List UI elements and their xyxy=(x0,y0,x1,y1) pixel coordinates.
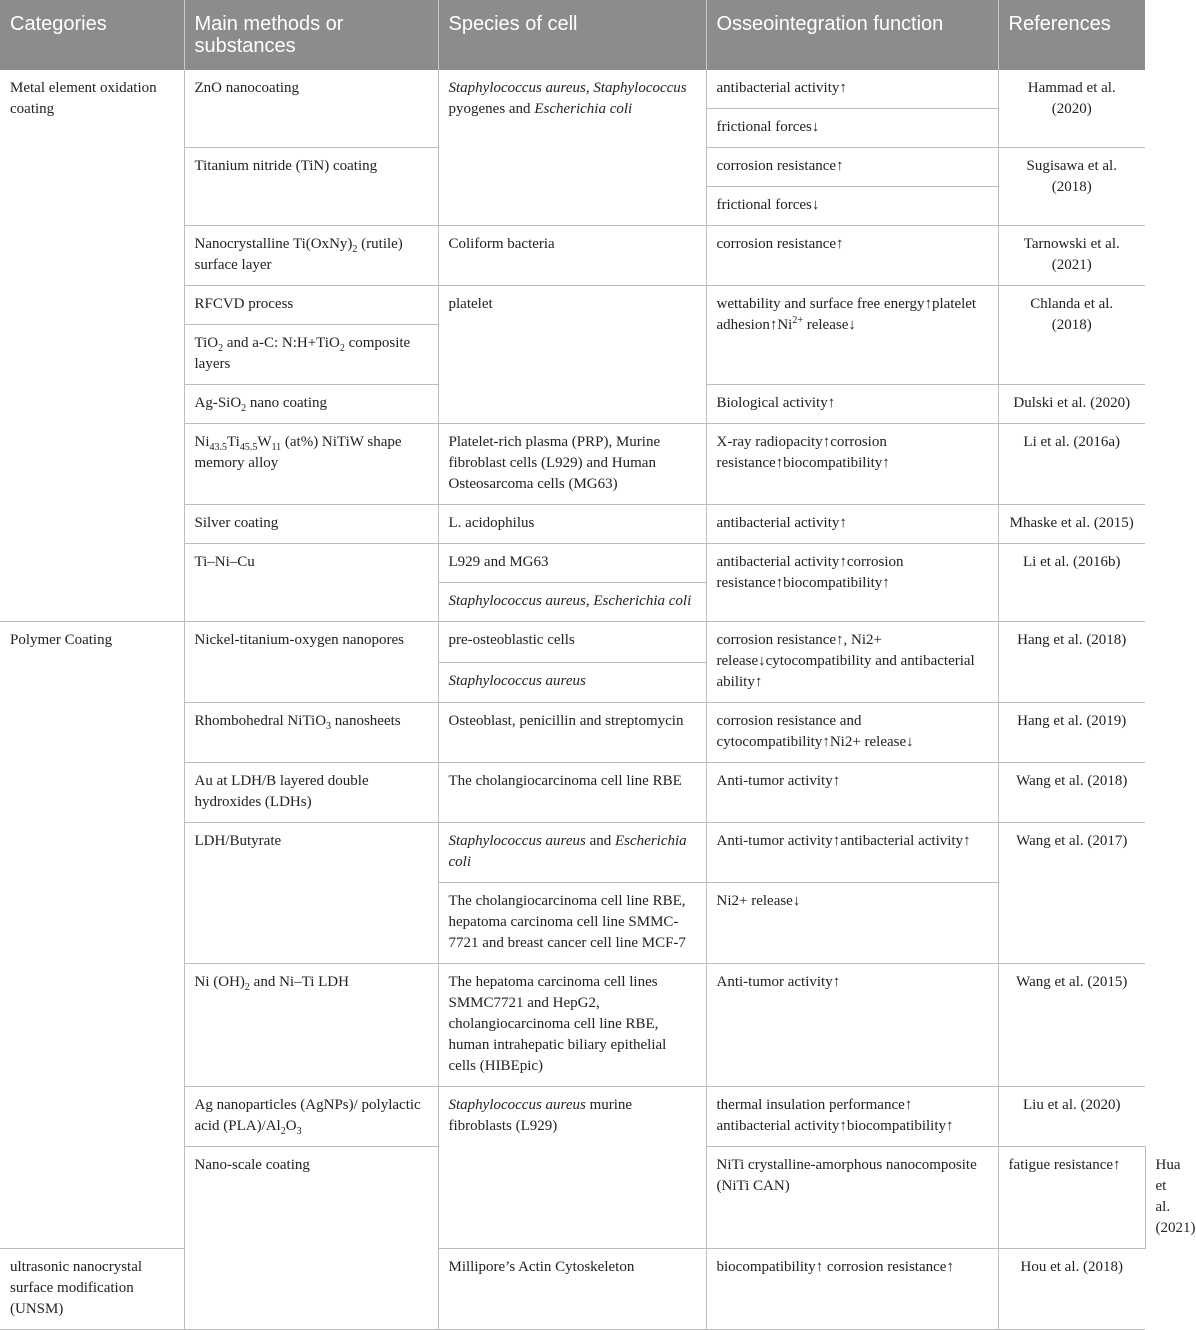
species-cell: Platelet-rich plasma (PRP), Murine fibroblast cells (L929) and Human Osteosarcoma cells (MG63) xyxy=(438,424,706,505)
reference-cell: Wang et al. (2017) xyxy=(998,823,1145,964)
method-cell: Silver coating xyxy=(184,505,438,544)
function-cell: antibacterial activity↑corrosion resistance↑biocompatibility↑ xyxy=(706,544,998,622)
reference-cell: Li et al. (2016b) xyxy=(998,544,1145,622)
reference-cell: Liu et al. (2020) xyxy=(998,1087,1145,1147)
species-cell: Staphylococcus aureus, Escherichia coli xyxy=(438,583,706,622)
category-cell: Nano-scale coating xyxy=(184,1147,438,1330)
header-references: References xyxy=(998,0,1145,70)
reference-cell: Li et al. (2016a) xyxy=(998,424,1145,505)
function-cell: corrosion resistance↑, Ni2+ release↓cytocompatibility and antibacterial ability↑ xyxy=(706,622,998,703)
species-cell: Staphylococcus aureus and Escherichia coli xyxy=(438,823,706,883)
reference-cell: Chlanda et al. (2018) xyxy=(998,286,1145,385)
reference-cell: Hang et al. (2018) xyxy=(998,622,1145,703)
header-species: Species of cell xyxy=(438,0,706,70)
species-cell: The cholangiocarcinoma cell line RBE, hepatoma carcinoma cell line SMMC-7721 and breast cancer cell line MCF-7 xyxy=(438,883,706,964)
reference-cell: Mhaske et al. (2015) xyxy=(998,505,1145,544)
function-cell: corrosion resistance↑ xyxy=(706,148,998,187)
species-cell: platelet xyxy=(438,286,706,424)
reference-cell: Hou et al. (2018) xyxy=(998,1249,1145,1330)
reference-cell: Wang et al. (2015) xyxy=(998,964,1145,1087)
species-cell: Staphylococcus aureus xyxy=(438,662,706,703)
function-cell: corrosion resistance↑ xyxy=(706,226,998,286)
function-cell: Anti-tumor activity↑ xyxy=(706,964,998,1087)
function-cell: Biological activity↑ xyxy=(706,385,998,424)
table-row: Nano-scale coating NiTi crystalline-amorphous nanocomposite (NiTi CAN) fatigue resistance↑ Hua et al. (2021) xyxy=(0,1147,1145,1249)
method-cell: Ti–Ni–Cu xyxy=(184,544,438,622)
function-cell: Ni2+ release↓ xyxy=(706,883,998,964)
reference-cell: Sugisawa et al. (2018) xyxy=(998,148,1145,226)
species-cell: Osteoblast, penicillin and streptomycin xyxy=(438,703,706,763)
method-cell: Ag nanoparticles (AgNPs)/ polylactic acid $(PLA)/Al_2O_3$ xyxy=(184,1087,438,1147)
method-cell: LDH/Butyrate xyxy=(184,823,438,964)
method-cell: Ag-SiO$_2$ nano coating xyxy=(184,385,438,424)
species-cell: Staphylococcus aureus murine fibroblasts (L929) xyxy=(438,1087,706,1249)
reference-cell: Tarnowski et al. (2021) xyxy=(998,226,1145,286)
method-cell: Titanium nitride (TiN) coating xyxy=(184,148,438,226)
reference-cell: Wang et al. (2018) xyxy=(998,763,1145,823)
reference-cell: Dulski et al. (2020) xyxy=(998,385,1145,424)
header-function: Osseointegration function xyxy=(706,0,998,70)
category-cell: Metal element oxidation coating xyxy=(0,70,184,622)
species-cell: Staphylococcus aureus, Staphylococcus pyogenes and Escherichia coli xyxy=(438,70,706,226)
function-cell: biocompatibility↑ corrosion resistance↑ xyxy=(706,1249,998,1330)
header-categories: Categories xyxy=(0,0,184,70)
species-cell: L. acidophilus xyxy=(438,505,706,544)
function-cell: frictional forces↓ xyxy=(706,109,998,148)
method-cell: ZnO nanocoating xyxy=(184,70,438,148)
reference-cell: Hammad et al. (2020) xyxy=(998,70,1145,148)
function-cell: antibacterial activity↑ xyxy=(706,70,998,109)
method-cell: NiTi crystalline-amorphous nanocomposite (NiTi CAN) xyxy=(706,1147,998,1249)
method-cell: RFCVD process xyxy=(184,286,438,325)
species-cell: The cholangiocarcinoma cell line RBE xyxy=(438,763,706,823)
table-row xyxy=(0,70,1145,109)
function-cell: Anti-tumor activity↑ xyxy=(706,763,998,823)
species-cell: Millipore’s Actin Cytoskeleton xyxy=(438,1249,706,1330)
category-cell: Polymer Coating xyxy=(0,622,184,1249)
method-cell: $Ni_{43.5}Ti_{45.5}W_{11}$ (at%) NiTiW shape memory alloy xyxy=(184,424,438,505)
function-cell: thermal insulation performance↑ antibacterial activity↑biocompatibility↑ xyxy=(706,1087,998,1147)
function-cell: X-ray radiopacity↑corrosion resistance↑biocompatibility↑ xyxy=(706,424,998,505)
method-cell: Nanocrystalline $Ti(OxNy)_2$ (rutile) surface layer xyxy=(184,226,438,286)
method-cell: ultrasonic nanocrystal surface modification (UNSM) xyxy=(0,1249,184,1330)
reference-cell: Hang et al. (2019) xyxy=(998,703,1145,763)
header-methods: Main methods or substances xyxy=(184,0,438,70)
method-cell: TiO$_2$ and a-C: N:H+TiO$_2$ composite layers xyxy=(184,325,438,385)
function-cell: wettability and surface free energy↑platelet $adhesion↑Ni^{2+}$ release↓ xyxy=(706,286,998,385)
method-cell: Nickel-titanium-oxygen nanopores xyxy=(184,622,438,703)
method-cell: Rhombohedral NiTiO$_3$ nanosheets xyxy=(184,703,438,763)
function-cell: fatigue resistance↑ xyxy=(998,1147,1145,1249)
table-row xyxy=(0,1249,1145,1330)
function-cell: antibacterial activity↑ xyxy=(706,505,998,544)
function-cell: corrosion resistance and cytocompatibility↑Ni2+ release↓ xyxy=(706,703,998,763)
species-cell: Coliform bacteria xyxy=(438,226,706,286)
header-row xyxy=(0,0,1145,70)
method-cell: Ni $(OH)_2$ and Ni–Ti LDH xyxy=(184,964,438,1087)
species-cell: pre-osteoblastic cells xyxy=(438,622,706,663)
species-cell: The hepatoma carcinoma cell lines SMMC7721 and HepG2, cholangiocarcinoma cell line RBE, human intrahepatic biliary epithelial cells (HIBEpic) xyxy=(438,964,706,1087)
table-row xyxy=(0,622,1145,663)
method-cell: Au at LDH/B layered double hydroxides (LDHs) xyxy=(184,763,438,823)
species-cell: L929 and MG63 xyxy=(438,544,706,583)
function-cell: Anti-tumor activity↑antibacterial activity↑ xyxy=(706,823,998,883)
function-cell: frictional forces↓ xyxy=(706,187,998,226)
